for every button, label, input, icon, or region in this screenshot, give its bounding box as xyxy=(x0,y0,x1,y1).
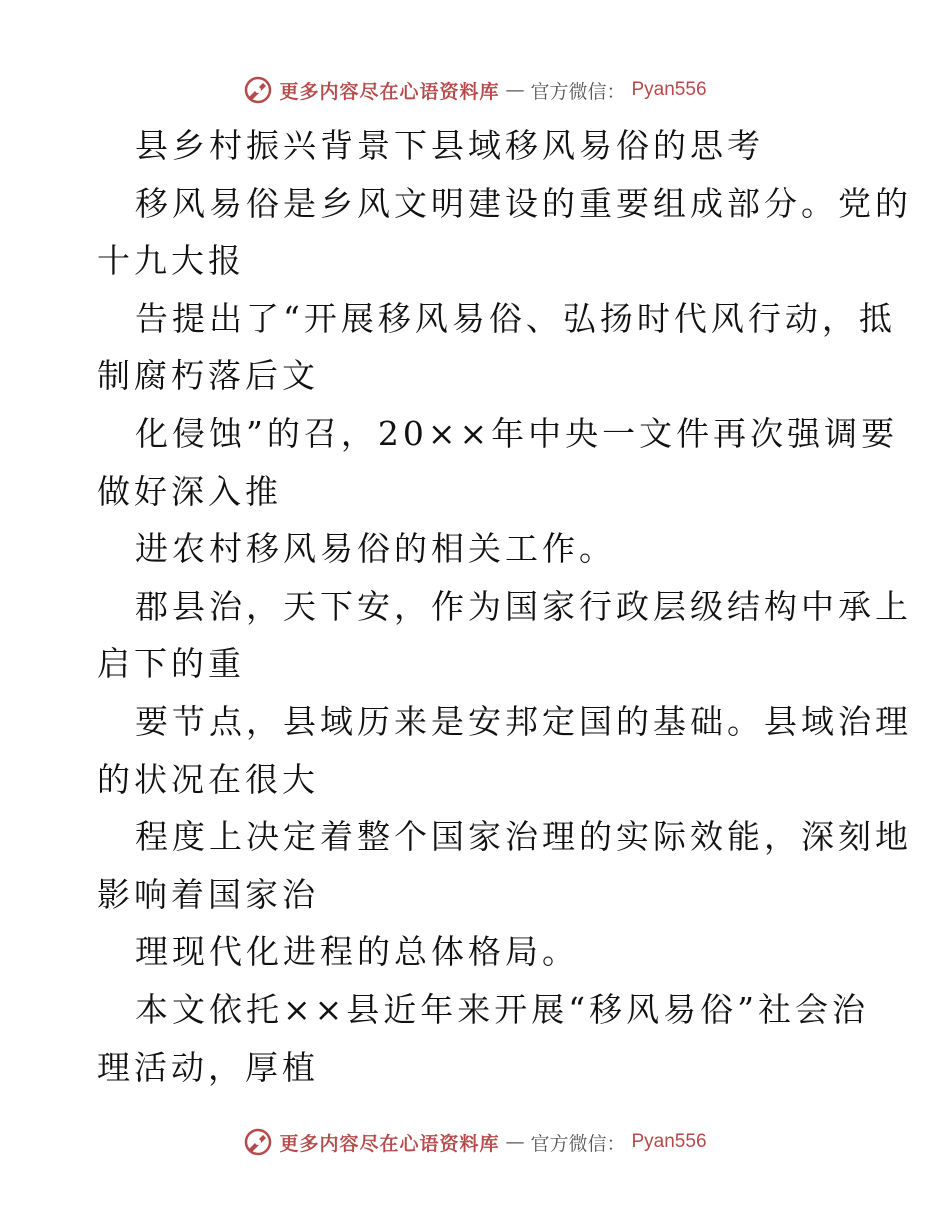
text-line: 本文依托××县近年来开展“移风易俗”社会治 xyxy=(135,989,870,1029)
pen-seal-icon xyxy=(243,1127,273,1157)
page-header-watermark xyxy=(0,70,950,110)
document-body xyxy=(97,117,912,1096)
text-line: 进农村移风易俗的相关工作。 xyxy=(135,529,616,569)
watermark xyxy=(243,75,706,105)
text-line: 影响着国家治 xyxy=(97,874,319,914)
watermark-separator: — xyxy=(505,79,525,101)
text-line: 的状况在很大 xyxy=(97,759,319,799)
text-line: 做好深入推 xyxy=(97,471,282,511)
text-line: 郡县治，天下安，作为国家行政层级结构中承上 xyxy=(135,586,912,626)
text-line: 理活动，厚植 xyxy=(97,1047,319,1087)
watermark-wechat-id: Pyan556 xyxy=(631,1131,707,1152)
text-line: 制腐朽落后文 xyxy=(97,356,319,396)
watermark-contact: 官方微信： xyxy=(530,1132,626,1155)
text-line: 启下的重 xyxy=(97,644,245,684)
watermark-separator: — xyxy=(505,1131,525,1153)
text-line: 县乡村振兴背景下县域移风易俗的思考 xyxy=(135,126,764,165)
watermark-text: 更多内容尽在心语资料库 xyxy=(279,80,500,103)
page-footer-watermark xyxy=(0,1122,950,1162)
text-line: 要节点，县域历来是安邦定国的基础。县域治理 xyxy=(135,701,912,741)
text-line: 十九大报 xyxy=(97,241,245,281)
pen-seal-icon xyxy=(243,75,273,105)
watermark-wechat-id: Pyan556 xyxy=(631,79,707,100)
watermark-contact: 官方微信： xyxy=(530,80,626,103)
watermark xyxy=(243,1127,706,1157)
text-line: 告提出了“开展移风易俗、弘扬时代风行动，抵 xyxy=(135,298,896,338)
text-line: 理现代化进程的总体格局。 xyxy=(135,932,579,972)
watermark-text: 更多内容尽在心语资料库 xyxy=(279,1132,500,1155)
text-line: 化侵蚀”的召，20××年中央一文件再次强调要 xyxy=(135,413,899,453)
text-line: 程度上决定着整个国家治理的实际效能，深刻地 xyxy=(135,817,912,857)
text-line: 移风易俗是乡风文明建设的重要组成部分。党的 xyxy=(135,183,912,223)
